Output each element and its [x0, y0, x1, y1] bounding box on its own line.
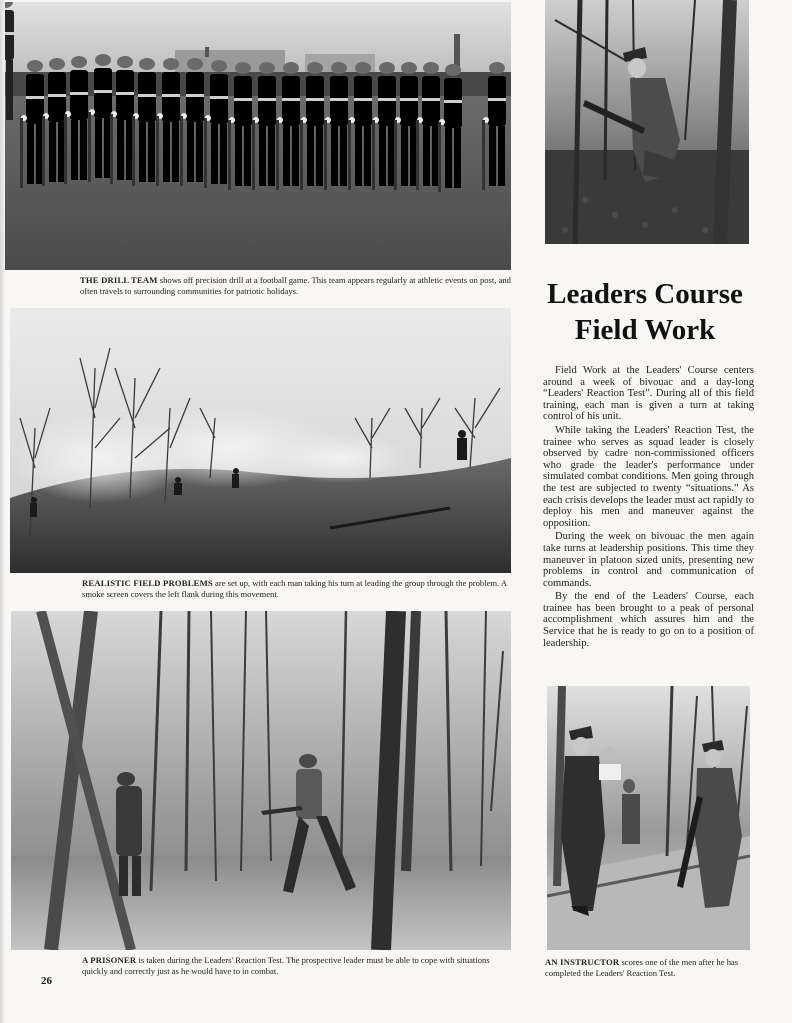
field-problems-caption	[82, 578, 512, 599]
prisoner-caption	[82, 955, 512, 976]
prisoner-photo	[11, 611, 511, 950]
instructor-caption-text: scores one of the men after he has completed the Leaders' Reaction Test.	[545, 957, 739, 978]
drill-team-caption-text: shows off precision drill at a football game. This team appears regularly at athletic events on post, and often travels to surrounding communities for patriotic holidays.	[80, 275, 511, 296]
field-problems-caption-text: are set up, with each man taking his turn at leading the group through the problem. A smoke screen covers the left flank during this movement.	[82, 578, 507, 599]
drill-team-caption	[80, 275, 512, 296]
drill-team-caption-lead: THE DRILL TEAM	[80, 275, 158, 285]
article-title-line-1: Leaders Course	[547, 278, 743, 310]
field-problems-caption-lead: REALISTIC FIELD PROBLEMS	[82, 578, 213, 588]
prisoner-caption-lead: A PRISONER	[82, 955, 137, 965]
instructor-caption-lead: AN INSTRUCTOR	[545, 957, 620, 967]
kneeling-soldier-photo	[545, 0, 749, 244]
article-paragraph: While taking the Leaders' Reaction Test, the trainee who serves as squad leader is closely observed by cadre non-commissioned officers who grade the leader's performance under simulated combat conditions. Men going through the test are subjected to twenty “situations.” As each crisis develops the leader must act rapidly to deploy his men and maneuver against the opposition.	[543, 424, 754, 529]
instructor-photo	[547, 686, 750, 950]
article-paragraph: During the week on bivouac the men again take turns at leadership positions. This time they maneuver in platoon sized units, presenting new problems in control and communication of commands.	[543, 531, 754, 589]
prisoner-caption-text: is taken during the Leaders' Reaction Test. The prospective leader must be able to cope with situations quickly and correctly just as he would have to in combat.	[82, 955, 490, 976]
instructor-caption	[545, 957, 757, 978]
drill-team-photo	[5, 2, 511, 270]
article-paragraph: Field Work at the Leaders' Course centers around a week of bivouac and a day-long “Leaders' Reaction Test”. During all of this field training, each man is given a turn at taking control of his unit.	[543, 365, 754, 423]
field-problems-photo	[10, 308, 511, 573]
article-body	[543, 365, 754, 651]
article-title	[530, 276, 760, 348]
article-paragraph: By the end of the Leaders' Course, each trainee has been brought to a peak of personal accomplishment which assures him and the Service that he is ready to go on to a position of leadership.	[543, 591, 754, 649]
page-number: 26	[41, 975, 52, 987]
article-title-line-2: Field Work	[574, 314, 716, 346]
